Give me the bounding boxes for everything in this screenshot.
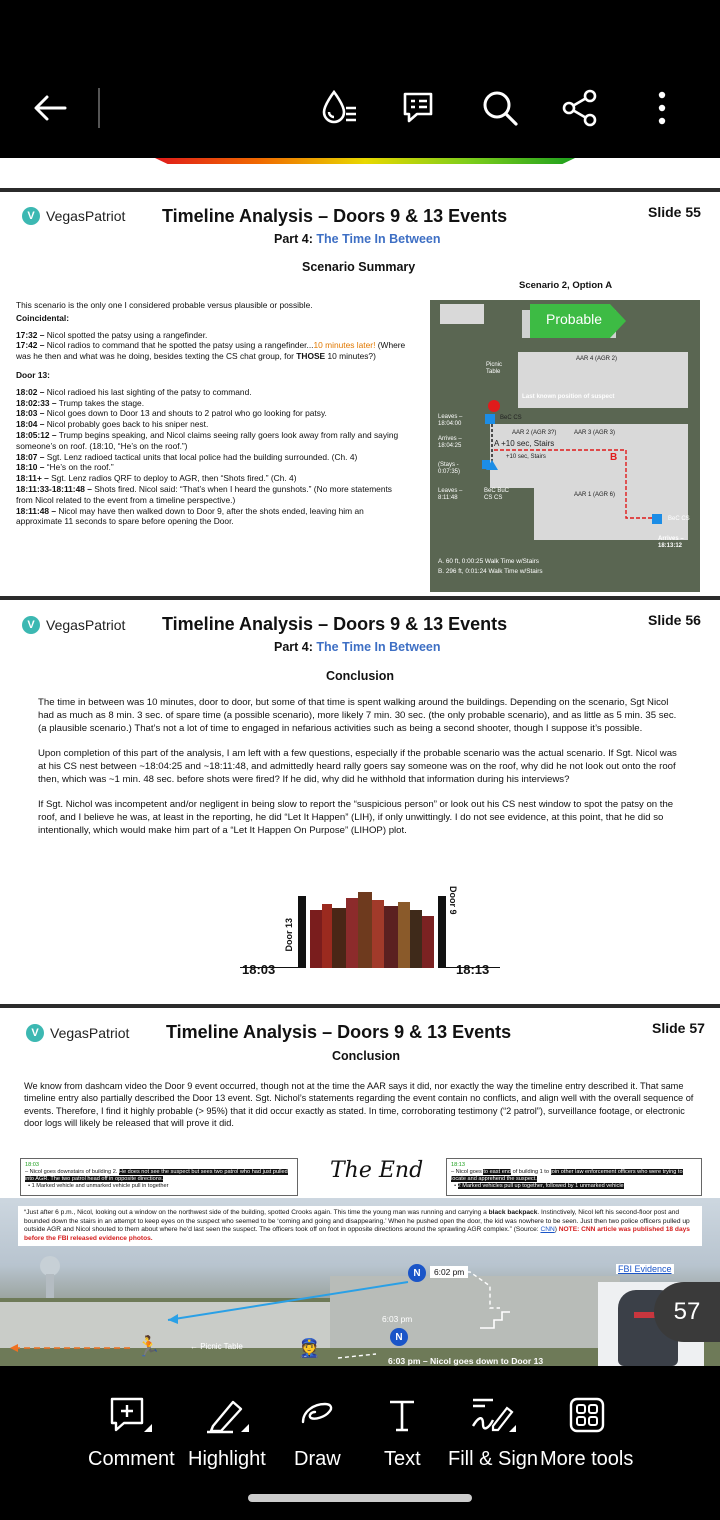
book xyxy=(310,910,322,968)
book xyxy=(346,898,358,968)
logo-v-icon: V xyxy=(22,616,40,634)
time-603-label: 6:03 pm xyxy=(382,1314,413,1324)
nicol-marker-602: N xyxy=(408,1264,426,1282)
slide-title: Timeline Analysis – Doors 9 & 13 Events xyxy=(162,206,508,226)
highlight-tool[interactable]: Highlight xyxy=(188,1396,266,1471)
slide-number: Slide 57 xyxy=(652,1020,705,1036)
map-bec-cs: BeC CS xyxy=(500,415,522,421)
book xyxy=(384,906,398,968)
book xyxy=(332,908,346,968)
search-icon[interactable] xyxy=(472,80,528,136)
fbi-evidence-link[interactable]: FBI Evidence xyxy=(618,1264,672,1274)
comment-add-icon xyxy=(108,1396,154,1434)
map-leaves2: Leaves – 8:11:48 xyxy=(438,488,463,501)
door9-bar xyxy=(438,896,446,968)
book xyxy=(322,904,332,968)
text-t-icon xyxy=(387,1396,417,1434)
bottom-tools-bar xyxy=(0,1366,720,1520)
book xyxy=(422,916,434,968)
comment-list-icon[interactable] xyxy=(392,80,448,136)
text-tool[interactable]: Text xyxy=(384,1396,421,1471)
book xyxy=(358,892,372,968)
slide-number: Slide 55 xyxy=(648,204,701,220)
map-picnic-label: Picnic Table xyxy=(486,362,503,375)
door13-label: Door 13 xyxy=(284,918,294,952)
map-arrives1: Arrives – 18:04:25 xyxy=(438,436,462,449)
map-aar1: AAR 1 (AGR 6) xyxy=(574,492,616,498)
door13-bar xyxy=(298,896,306,968)
slide-part: Part 4: The Time In Between xyxy=(274,640,441,654)
book xyxy=(372,900,384,968)
comment-tool[interactable]: Comment xyxy=(88,1396,175,1471)
map-aar3: AAR 3 (AGR 3) xyxy=(574,430,616,436)
police-officers-icon: 👮 xyxy=(298,1338,321,1358)
slide-number: Slide 56 xyxy=(648,612,701,628)
slide-heading: Conclusion xyxy=(332,1049,401,1063)
picnic-table-label: ← Picnic Table xyxy=(190,1342,243,1351)
scenario-text: This scenario is the only one I considered probable versus plausible or possible. Coincidental: 17:32 – Nicol spotted the patsy using a rangefinder. 17:42 – Nicol radios to command that he spotted the patsy using a rangefinder...10 minutes later! (Where was he then and what was he doing, besides texting the CS chat group, for THOSE 10 minutes?) Door 13: 18:02 – Nicol radioed his last sighting of the patsy to command. 18:02:33 – Trump takes the stage. 18:03 – Nicol goes down to Door 13 and shouts to 2 patrol who go looking for patsy. 18:04 – Nicol probably goes back to his sniper nest. 18:05:12 – Trump begins speaking, and Nicol claims seeing rally goers look away from rally and saying someone’s on roof. (18:10, “He’s on the roof.”) 18:07 – Sgt. Lenz radioed tactical units that local police had the building surrounded. (Ch. 4) 18:10 – “He’s on the roof.” 18:11+ – Sgt. Lenz radios QRF to deploy to AGR, then “Shots fired.” (Ch. 4) 18:11:33-18:11:48 – Shots fired. Nicol said: “That’s when I heard the gunshots.” (No more statements from Nicol related to the event from a timeline perspective.) 18:11:48 – Nicol may have then walked down to Door 9, after the shots ended, leaving him an approximate 11 seconds to spare before opening the Door. xyxy=(16,300,406,527)
share-icon[interactable] xyxy=(552,80,608,136)
map-aar4-label: AAR 4 (AGR 2) xyxy=(576,356,618,362)
part-link[interactable]: The Time In Between xyxy=(316,640,441,654)
bottom-caption: 6:03 pm – Nicol goes down to Door 13 xyxy=(388,1356,544,1366)
cnn-source-link[interactable]: CNN xyxy=(540,1226,555,1234)
logo-v-icon: V xyxy=(26,1024,44,1042)
map-aar2: AAR 2 (AGR 3?) xyxy=(512,430,557,436)
note-box-1803: 18:03 – Nicol goes downstairs of building 2. He does not see the suspect but sees two patrol who had just pulled into AGR. The two patrol head off in opposite directions. • 1 Marked vehicle and unmarked vehicle pull in together xyxy=(20,1158,298,1196)
map-bec-buc: BeC BuC CS CS xyxy=(484,488,510,501)
previous-slide-fragment xyxy=(0,158,720,188)
book xyxy=(398,902,410,968)
slide-part: Part 4: The Time In Between xyxy=(274,232,441,246)
the-end-label: The End xyxy=(330,1158,424,1183)
home-indicator[interactable] xyxy=(248,1494,472,1502)
map-last-known-label: Last known position of suspect xyxy=(522,393,615,400)
slide-55 xyxy=(0,192,720,596)
note-box-1813: 18:13 – Nicol goes to east end of building 1 to join other law enforcement officers who were trying to locate and apprehend the suspect. • 2 Marked vehicles pull up together, followed by 1 unmarked vehicle xyxy=(446,1158,702,1196)
part-link[interactable]: The Time In Between xyxy=(316,232,441,246)
page-number-badge: 57 xyxy=(654,1282,720,1342)
vegaspatriot-logo: V VegasPatriot xyxy=(26,1024,129,1042)
map-bec-cs2: BeC CS xyxy=(668,516,690,522)
map-stays: (Stays - 0:07:35) xyxy=(438,462,461,475)
slide-heading: Scenario Summary xyxy=(302,260,416,274)
time-right: 18:13 xyxy=(456,962,490,977)
draw-lasso-icon xyxy=(297,1396,337,1434)
map-note-a: A. 60 ft, 0:00:25 Walk Time w/Stairs xyxy=(438,558,539,565)
books-illustration xyxy=(240,870,500,986)
draw-tool[interactable]: Draw xyxy=(294,1396,341,1471)
scenario-map xyxy=(430,300,700,592)
cnn-quote: “Just after 6 p.m., Nicol, looking out a window on the northwest side of the building, spotted Crooks again. This time the young man was running and carrying a black backpack. Instinctively, Nicol left his second-floor post and bounded down the stairs in an attempt to keep eyes on the suspect who seemed to be ‘coming and going and disappearing.’ When he pushed open the door, the kid was nowhere to be seen. Just then two police officers pulled up outside AGR and Nicol shouted to them about where he’d last seen the suspect. The officers took off on foot in opposite directions around the sprawling AGR complex.” (Source: CNN) NOTE: CNN article was published 18 days before the FBI released evidence photos. xyxy=(18,1206,702,1246)
back-arrow-icon[interactable] xyxy=(22,80,78,136)
scenario-label: Scenario 2, Option A xyxy=(519,280,613,291)
map-b-stairs: +10 sec, Stairs xyxy=(506,454,546,460)
map-arrives2: Arrives – 18:13:12 xyxy=(658,536,684,549)
suspect-running-icon: 🏃 xyxy=(136,1336,161,1358)
door9-label: Door 9 xyxy=(448,886,458,915)
grid-apps-icon xyxy=(569,1396,605,1434)
conclusion-text: The time in between was 10 minutes, door to door, but some of that time is spent walking around the buildings. Depending on the scenario, Sgt Nicol had as much as 8 min. 3 sec. of spare time (a possible scenario), more likely 7 min. 30 sec. (the only probable scenario), and as little as 5 min. 35 sec. (a plausible scenario.) That’s not a lot of time to engaged in nefarious activities such as being a second shooter, though I suppose it’s possible. Upon completion of this part of the analysis, I am left with a few questions, especially if the probable scenario was the actual scenario. If Sgt. Nicol was at his CS nest between ~18:04:25 and ~18:11:48, and admittedly heard rally goers say someone was on the roof, why did he not look out onto the roof then, which was ~1 min. 48 sec. before shots were fired? If he did, why did he withhold that information during his interviews? If Sgt. Nichol was incompetent and/or negligent in being slow to report the “suspicious person” or look out his CS nest window to spot the patsy on the roof, and I believe he was, at least in the reporting, he did “Let It Happen” (LIH), if only unwittingly. I do not see evidence, at this point, that he did so intentionally, which would make him part of a “Let It Happen On Purpose” (LIHOP) plot. xyxy=(38,697,677,836)
vegaspatriot-logo: V VegasPatriot xyxy=(22,207,125,225)
conclusion-text: We know from dashcam video the Door 9 event occurred, though not at the time the AAR says it did, nor exactly the way the timeline entry described it. That same timeline entry also partially described the Door 13 event. Sgt. Nichol’s statements regarding the event contain no conflicts, and align well with the overall sequence of events. Therefore, I find it highly probable (> 95%) that it did occur exactly as stated. In time, corroborating testimony (“2 patrol”), surveillance footage, or electronic door logs will likely be released that will prove it did. xyxy=(24,1081,694,1128)
nicol-end-marker xyxy=(652,514,662,524)
reading-mode-icon[interactable] xyxy=(312,80,368,136)
slide-title: Timeline Analysis – Doors 9 & 13 Events xyxy=(166,1022,512,1042)
book-row xyxy=(310,892,434,968)
book xyxy=(410,910,422,968)
fill-sign-tool[interactable]: Fill & Sign xyxy=(448,1396,538,1471)
fill-sign-icon xyxy=(469,1396,517,1434)
time-602-label: 6:02 pm xyxy=(430,1266,468,1278)
more-tools[interactable]: More tools xyxy=(540,1396,633,1471)
highlighter-icon xyxy=(203,1396,251,1434)
map-note-b: B. 296 ft, 0:01:24 Walk Time w/Stairs xyxy=(438,568,543,575)
time-left: 18:03 xyxy=(242,962,276,977)
map-leaves1: Leaves – 18:04:00 xyxy=(438,414,463,427)
agr-photo-panel xyxy=(0,1198,720,1366)
slide-heading: Conclusion xyxy=(326,669,395,683)
slide-title: Timeline Analysis – Doors 9 & 13 Events xyxy=(162,614,508,634)
top-toolbar xyxy=(0,0,720,158)
map-a-stairs: A +10 sec, Stairs xyxy=(494,439,555,448)
logo-v-icon: V xyxy=(22,207,40,225)
probable-label: Probable xyxy=(546,311,603,327)
map-b-label: B xyxy=(610,452,618,463)
slide-56 xyxy=(0,600,720,1004)
document-viewer[interactable] xyxy=(0,158,720,1366)
toolbar-divider xyxy=(98,88,100,128)
more-vertical-icon[interactable] xyxy=(634,80,690,136)
vegaspatriot-logo: V VegasPatriot xyxy=(22,616,125,634)
probability-scale-bar xyxy=(155,158,575,164)
nicol-marker-603: N xyxy=(390,1328,408,1346)
